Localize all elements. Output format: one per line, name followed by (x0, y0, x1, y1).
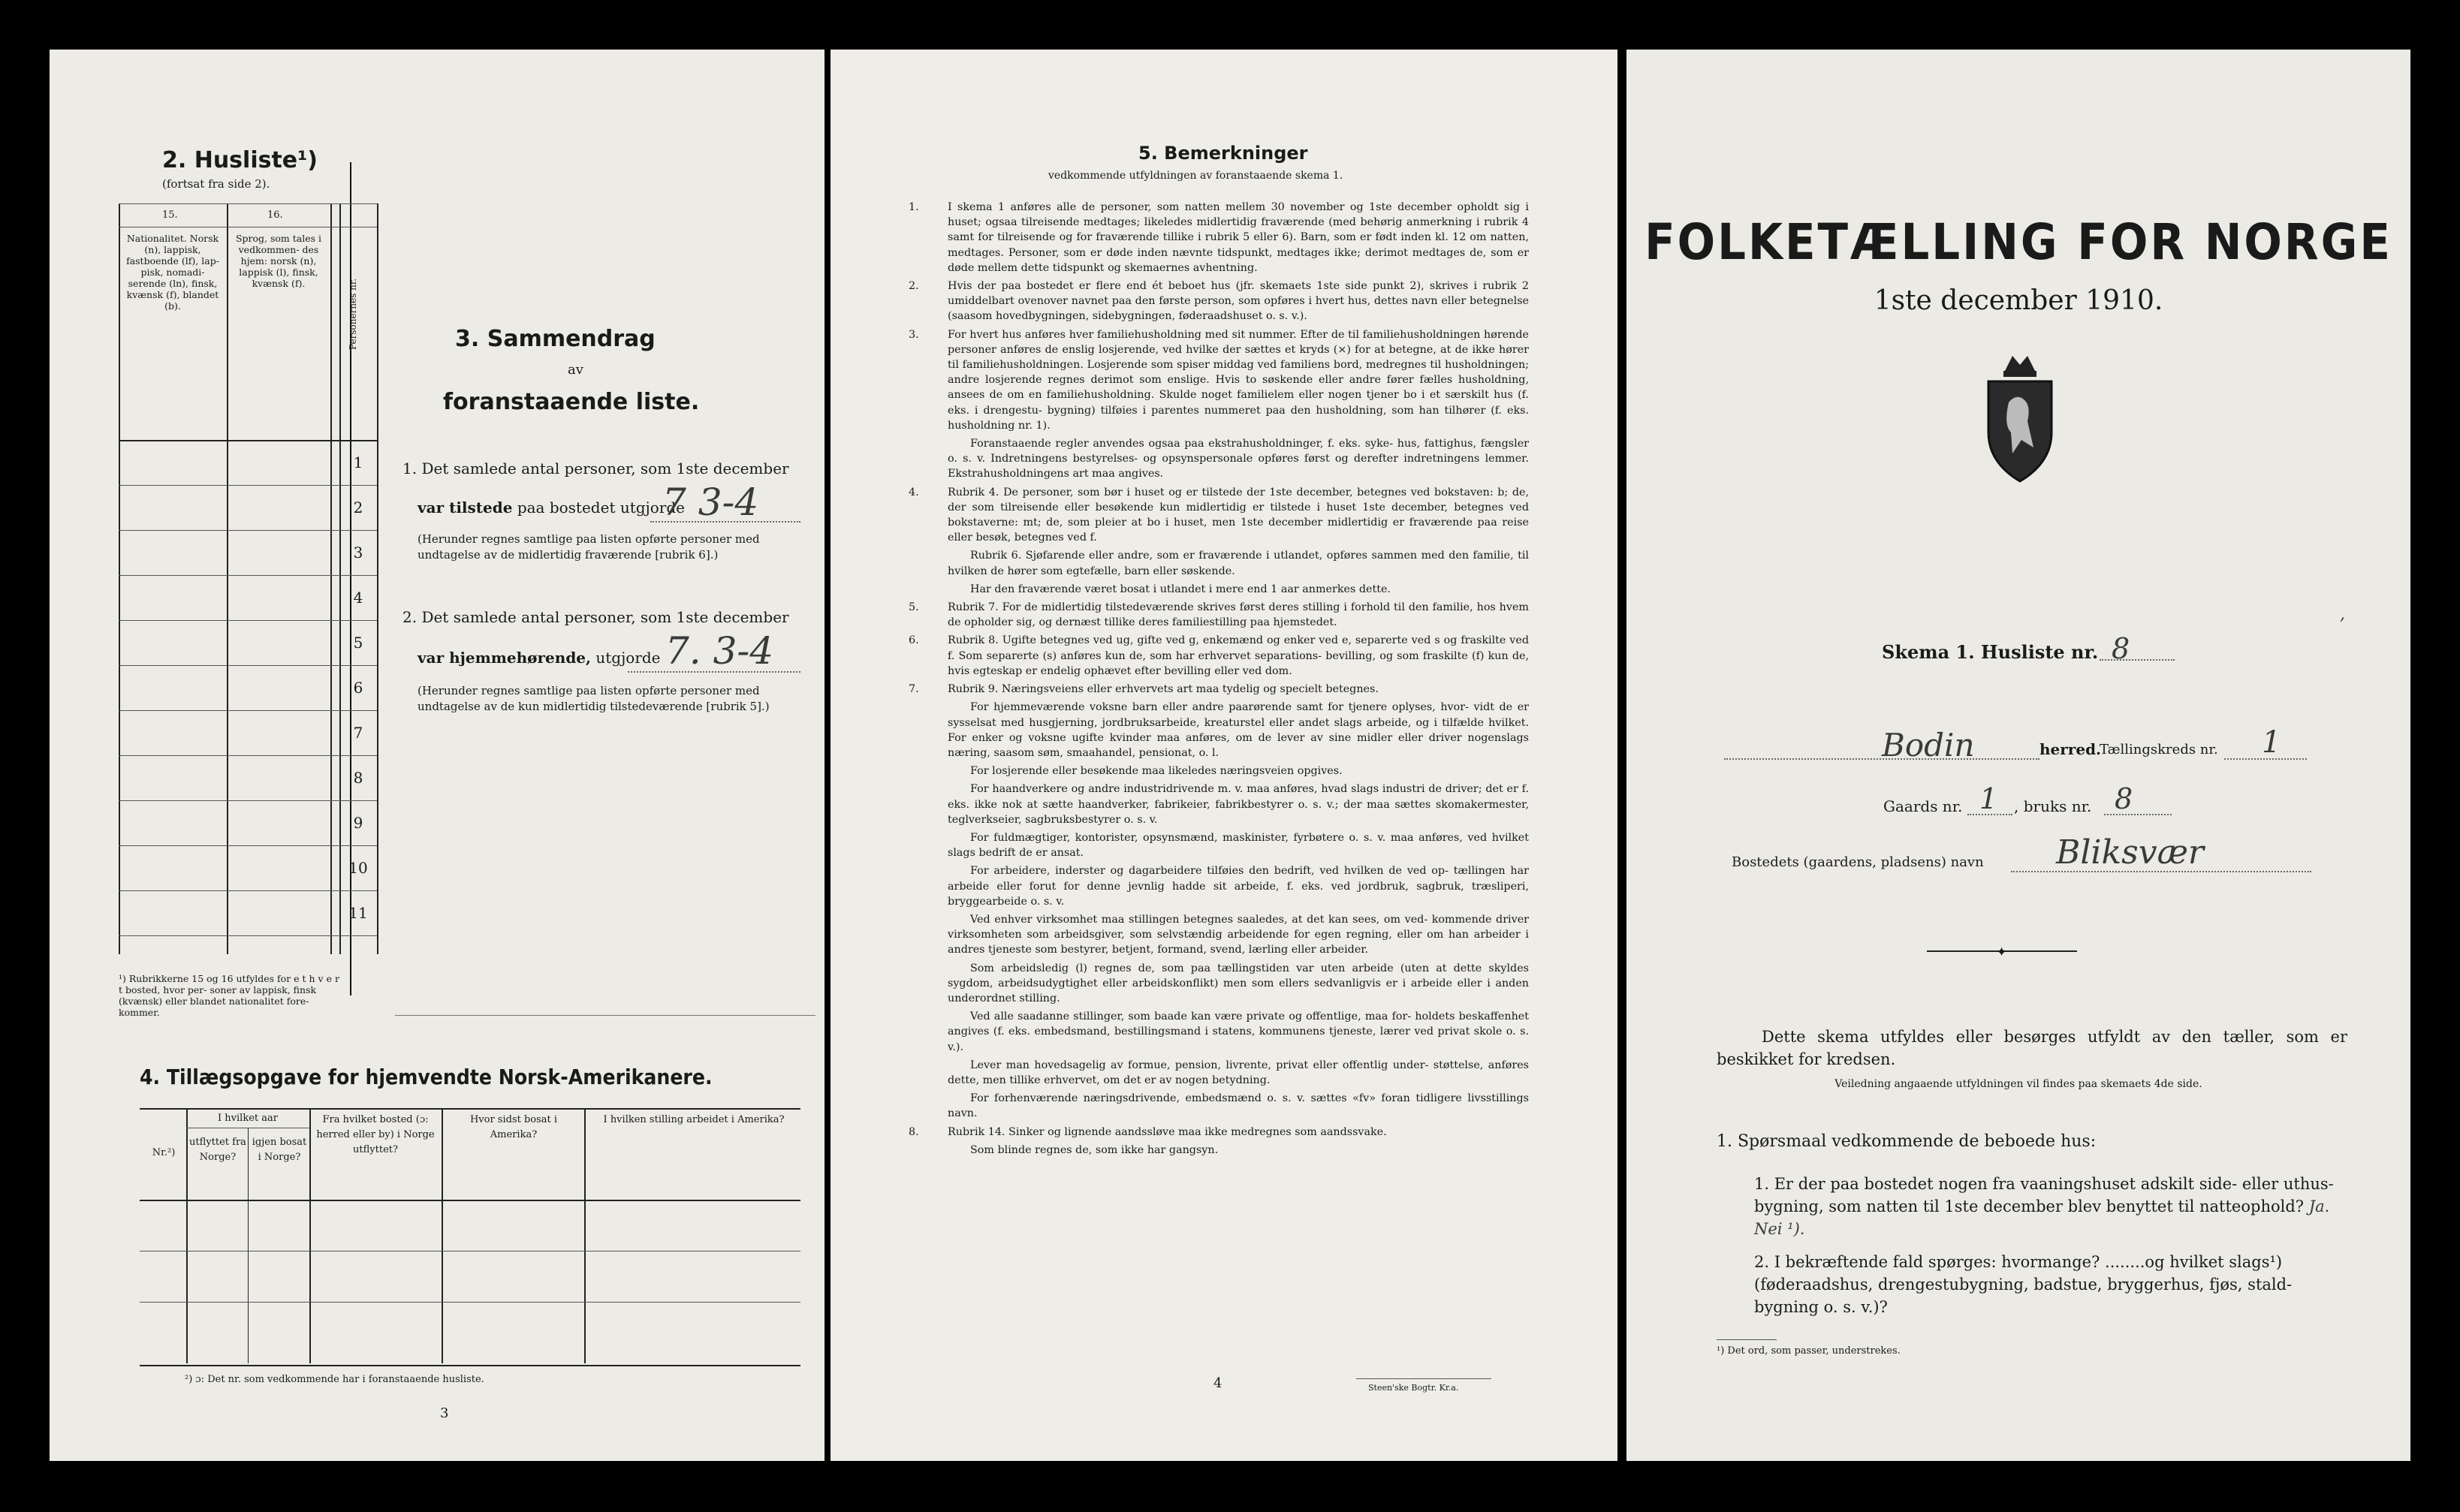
sammendrag-title: 3. Sammendrag (455, 326, 656, 352)
remark-number: 8. (909, 1125, 919, 1138)
col15-number: 15. (162, 209, 178, 221)
skema-value: 8 (2112, 632, 2130, 665)
col-stilling: I hvilken stilling arbeidet i Amerika? (603, 1114, 785, 1125)
remark-text: For hjemmeværende voksne barn eller andre paarørende samt for tjenere oplyses, hvor- vidt de er sysselsat med husgjerning, jordbruksarbeide, kreaturstel eller andet slags arbeide, og i tilfælde hvilket. For enker og voksne ugifte kvinder maa anføres, om de lever av sine midler eller driver nogenslags næring, saasom søm, smaahandel, pensionat, o. l. (948, 701, 1529, 759)
item1-value: 7 3-4 (662, 480, 759, 524)
margin-mark: , (2340, 605, 2345, 624)
husliste-footnote: ¹) Rubrikkerne 15 og 16 utfyldes for e t h v e r t bosted, hvor per- soner av lappisk, finsk (kvænsk) eller blandet nationalitet fore- kommer. (119, 973, 339, 1018)
remark-item (928, 1058, 1529, 1088)
husliste-row-number: 6 (353, 679, 363, 697)
remark-text: Hvis der paa bostedet er flere end ét beboet hus (jfr. skemaets 1ste side punkt 2), skrives i rubrik 2 umiddelbart ovenover navnet paa den første person, som opføres i hvert hus, dettes navn eller betegnelse (saasom hovedbygningen, sidebygningen, føderaadshuset o. s. v.). (948, 280, 1529, 323)
remark-item (928, 1091, 1529, 1121)
remark-item (928, 582, 1529, 597)
item2-bold: var hjemmehørende, (418, 649, 591, 667)
sammendrag-item1-line (418, 498, 685, 517)
remark-item (928, 830, 1529, 860)
remark-item (928, 961, 1529, 1007)
item1-note: (Herunder regnes samtlige paa listen opførte personer med undtagelse av de midlertidig fraværende [rubrik 6].) (418, 532, 760, 562)
cover-footnote: ¹) Det ord, som passer, understrekes. (1717, 1345, 1901, 1357)
page-number-3: 3 (440, 1405, 449, 1421)
herred-value: Bodin (1882, 727, 1975, 764)
sammendrag-av: av (568, 362, 583, 378)
remark-item (909, 682, 1529, 697)
remark-number: 3. (909, 328, 919, 341)
remark-text: Ved alle saadanne stillinger, som baade kan være private og offentlige, maa for- holdets beskaffenhet angives (f. eks. embedsmand, bestillingsmand i statens, kommunens tjeneste, lærer ved privat skole o. s. v.). (948, 1011, 1529, 1053)
husliste-row-number: 7 (353, 724, 363, 742)
q1-title: 1. Spørsmaal vedkommende de beboede hus: (1717, 1132, 2097, 1151)
remark-text: For forhenværende næringsdrivende, embedsmænd o. s. v. sættes «fv» foran tidligere livsstillings navn. (948, 1092, 1529, 1120)
husliste-row-number: 3 (353, 544, 363, 562)
husliste-row-line (119, 935, 377, 936)
remark-item (909, 327, 1529, 433)
remark-text: Foranstaaende regler anvendes ogsaa paa ekstrahusholdninger, f. eks. syke- hus, fattighus, fængsler o. s. v. Indretningens bestyrelses- og opsynspersonale opføres først og derefter indretningens lemmer. Ekstrahusholdningens art maa angives. (948, 438, 1529, 480)
col16-header: Sprog, som tales i vedkommen- des hjem: norsk (n), lappisk (l), finsk, kvænsk (f). (235, 233, 322, 289)
husliste-row-number: 10 (348, 859, 368, 877)
kreds-label: Tællingskreds nr. (2100, 742, 2218, 758)
remark-text: Rubrik 7. For de midlertidig tilstedeværende skrives først deres stilling i forhold til den familie, hos hvem de opholder sig, og dernæst tillike deres familiestilling paa hjemstedet. (948, 601, 1529, 629)
remark-number: 4. (909, 486, 919, 498)
bruks-value: 8 (2115, 782, 2133, 815)
bosted-value: Bliksvær (2056, 833, 2204, 872)
cover-page (1626, 50, 2410, 1461)
col-group: I hvilket aar (218, 1113, 278, 1124)
husliste-row-line (119, 575, 377, 576)
husliste-row-number: 8 (353, 769, 363, 787)
remark-item (928, 782, 1529, 827)
page-4-remarks (831, 50, 1617, 1461)
printer-mark: Steen'ske Bogtr. Kr.a. (1368, 1383, 1459, 1393)
tillaeg-title: 4. Tillægsopgave for hjemvendte Norsk-Amerikanere. (140, 1065, 713, 1089)
husliste-row-number: 11 (348, 904, 368, 922)
husliste-row-line (119, 530, 377, 531)
gaards-value: 1 (1979, 782, 1998, 815)
item2-note: (Herunder regnes samtlige paa listen opførte personer med undtagelse av de kun midlertidig tilstedeværende [rubrik 5].) (418, 684, 770, 713)
husliste-row-line (119, 800, 377, 801)
col-utflyttet: utflyttet fra Norge? (189, 1137, 246, 1163)
remark-text: Rubrik 8. Ugifte betegnes ved ug, gifte ved g, enkemænd og enker ved e, separerte ved s og fraskilte ved f. Som separerte (s) anføres kun de, som har erhvervet separations- bevilling, og som fraskilte (f) kun de, hvis egteskap er endelig ophævet efter bevilling eller ved dom. (948, 634, 1529, 677)
ornament-icon: ✦ (1996, 944, 2008, 960)
husliste-row-line (119, 890, 377, 891)
remark-number: 1. (909, 201, 919, 213)
q1-1-answer: Ja. Nei ¹). (1754, 1197, 2330, 1238)
remark-number: 2. (909, 280, 919, 293)
remark-text: For hvert hus anføres hver familiehusholdning med sit nummer. Efter de til familiehusholdningen hørende personer anføres de enslig losjerende, ved hvilke der sættes et kryds (×) for at betegne, at de ikke hører til familiehusholdningen. Losjerende som spiser middag ved familiens bord, medregnes til husholdningen; andre losjerende regnes derimot som enslige. Hvis to søskende eller andre fører fælles husholdning, ansees de om en familiehusholdning. Skulde noget familielem eller nogen tjener bo i et særskilt hus (f. eks. i drengestu- bygning) tilføies i parentes nummeret paa den husholdning, som han tilhører (f. eks. husholdning nr. 1). (948, 328, 1529, 432)
col17-header: Personernes nr. (348, 278, 358, 350)
husliste-row-number: 9 (353, 814, 363, 832)
col-fra: Fra hvilket bosted (ɔ: herred eller by) i Norge utflyttet? (316, 1114, 435, 1155)
q1-1: 1. Er der paa bostedet nogen fra vaaningshuset adskilt side- eller uthus-bygning, som natten til 1ste december blev benyttet til natteophold? (1754, 1175, 2334, 1215)
husliste-row-line (119, 665, 377, 666)
remark-text: For fuldmægtiger, kontorister, opsynsmænd, maskinister, fyrbøtere o. s. v. maa anføres, ved hvilket slags bedrift de er ansat. (948, 831, 1529, 860)
husliste-row-number: 2 (353, 498, 363, 517)
remarks-subtitle: vedkommende utfyldningen av foranstaaende skema 1. (1048, 170, 1343, 182)
intro-text: Dette skema utfyldes eller besørges utfyldt av den tæller, som er beskikket for kredsen. (1717, 1028, 2347, 1068)
col-sidst: Hvor sidst bosat i Amerika? (469, 1114, 558, 1140)
husliste-title: 2. Husliste¹) (162, 147, 318, 173)
census-title: FOLKETÆLLING FOR NORGE (1645, 213, 2392, 271)
remark-number: 5. (909, 601, 919, 614)
remark-text: For arbeidere, inderster og dagarbeidere tilføies den bedrift, ved hvilken de ved op- tællingen har arbeide eller forut for denne jevnlig hadde sit arbeide, f. eks. ved jordbruk, sagbruk, træsliperi, bryggearbeide o. s. v. (948, 865, 1529, 908)
remark-item (909, 1125, 1529, 1140)
remark-item (928, 912, 1529, 958)
q1-2: 2. I bekræftende fald spørges: hvormange? ........og hvilket slags¹) (føderaadshus, drengestubygning, badstue, bryggerhus, fjøs, stald- bygning o. s. v.)? (1754, 1253, 2293, 1316)
remark-item (909, 600, 1529, 630)
coat-of-arms-icon (1975, 350, 2065, 485)
sammendrag-item2-line (418, 649, 661, 667)
remark-text: Ved enhver virksomhet maa stillingen betegnes saaledes, at det kan sees, om ved- kommende driver virksomheten som arbeidsgiver, som selvstændig arbeidende for egen regning, eller om han arbeider i andres tjeneste som bestyrer, betjent, formand, svend, lærling eller arbeider. (948, 913, 1529, 956)
remark-item (909, 485, 1529, 546)
remark-item (909, 633, 1529, 679)
remark-text: Som arbeidsledig (l) regnes de, som paa tællingstiden var uten arbeide (uten at dette skyldes sygdom, arbeidsudygtighet eller arbeidskonflikt) men som ellers sedvanligvis er i arbeide eller i anden underordnet stilling. (948, 962, 1529, 1004)
husliste-subtitle: (fortsat fra side 2). (162, 177, 270, 191)
remark-text: Rubrik 9. Næringsveiens eller erhvervets art maa tydelig og specielt betegnes. (948, 683, 1379, 696)
remark-item (928, 548, 1529, 578)
tillaeg-footnote: ²) ɔ: Det nr. som vedkommende har i foranstaaende husliste. (185, 1374, 484, 1385)
remark-item (928, 1009, 1529, 1055)
remark-text: Som blinde regnes de, som ikke har gangsyn. (970, 1143, 1219, 1156)
page-number-4: 4 (1213, 1375, 1222, 1391)
remark-text: Rubrik 14. Sinker og lignende aandssløve maa ikke medregnes som aandssvake. (948, 1125, 1387, 1138)
husliste-row-line (119, 845, 377, 846)
remark-text: I skema 1 anføres alle de personer, som natten mellem 30 november og 1ste december opholdt sig i huset; ogsaa tilreisende medtages; likeledes midlertidig fraværende (med behørig anmerkning i rubrik 4 samt for tilreisende og for fraværende tillike i rubrik 5 eller 6). Barn, som er født inden kl. 12 om natten, medtages. Personer, som er døde inden nævnte tidspunkt, medtages ikke; derimot medtages de, som er døde mellem dette tidspunkt og skemaernes avhentning. (948, 201, 1529, 274)
remark-number: 7. (909, 683, 919, 696)
kreds-value: 1 (2262, 725, 2281, 760)
remarks-title: 5. Bemerkninger (1138, 143, 1308, 164)
sammendrag-item1-text: 1. Det samlede antal personer, som 1ste december (402, 459, 789, 477)
husliste-row-line (119, 485, 377, 486)
item2-rest: utgjorde (595, 649, 661, 667)
census-date: 1ste december 1910. (1874, 285, 2163, 316)
col16-number: 16. (267, 209, 283, 221)
remark-text: Rubrik 6. Sjøfarende eller andre, som er fraværende i utlandet, opføres sammen med den familie, til hvilken de hører som egtefælle, barn eller søskende. (948, 550, 1529, 577)
item1-bold: var tilstede (418, 498, 513, 517)
bruks-label: , bruks nr. (2014, 797, 2092, 815)
remarks-list (909, 200, 1529, 1161)
husliste-row-line (119, 620, 377, 621)
husliste-row-number: 1 (353, 453, 363, 471)
remark-text: For haandverkere og andre industridrivende m. v. maa anføres, hvad slags industri de driver; det er f. eks. ikke nok at sætte haandverker, fabrikeier, fabrikbestyrer o. s. v.; der maa sættes skomakermester, teglverkseier, sagbruksbestyrer o. s. v. (948, 783, 1529, 826)
remark-text: Lever man hovedsagelig av formue, pension, livrente, privat eller offentlig under- støttelse, anføres dette, men tillike erhvervet, om det er av nogen betydning. (948, 1059, 1529, 1086)
remark-item (928, 1143, 1529, 1158)
remark-number: 6. (909, 634, 919, 647)
item1-rest: paa bostedet utgjorde (517, 498, 685, 517)
remark-text: Rubrik 4. De personer, som bør i huset og er tilstede der 1ste december, betegnes ved bokstaven: b; de, der som tilreisende eller besøkende kun midlertidig er tilstede i huset 1ste december, betegnes ved bokstaverne: mt; de, som pleier at bo i huset, men 1ste december midlertidig er fraværende paa reise eller besøk, betegnes ved f. (948, 486, 1529, 544)
col-nr: Nr.²) (152, 1147, 176, 1158)
veiledning: Veiledning angaaende utfyldningen vil findes paa skemaets 4de side. (1834, 1078, 2202, 1090)
remark-item (928, 863, 1529, 909)
sammendrag-subtitle: foranstaaende liste. (443, 389, 700, 415)
remark-text: For losjerende eller besøkende maa likeledes næringsveien opgives. (970, 765, 1343, 778)
remark-item (928, 436, 1529, 482)
remark-text: Har den fraværende været bosat i utlandet i mere end 1 aar anmerkes dette. (970, 583, 1391, 595)
col15-header: Nationalitet. Norsk (n), lappisk, fastboende (lf), lap- pisk, nomadi- serende (ln), finsk, kvænsk (f), blandet (b). (126, 233, 219, 312)
husliste-row-line (119, 710, 377, 711)
husliste-row-number: 4 (353, 589, 363, 607)
bosted-label: Bostedets (gaardens, pladsens) navn (1732, 854, 1984, 870)
col-igjen: igjen bosat i Norge? (252, 1137, 307, 1163)
item2-value: 7. 3-4 (665, 629, 774, 673)
remark-item (909, 279, 1529, 324)
remark-item (928, 764, 1529, 779)
husliste-row-number: 5 (353, 634, 363, 652)
remark-item (928, 700, 1529, 761)
q1-1-text (1754, 1173, 2355, 1240)
sammendrag-item2-text: 2. Det samlede antal personer, som 1ste december (402, 608, 789, 626)
page-3-left (50, 50, 825, 1461)
skema-label: Skema 1. Husliste nr. (1882, 641, 2099, 663)
remark-item (909, 200, 1529, 276)
husliste-row-line (119, 755, 377, 756)
gaards-label: Gaards nr. (1883, 797, 1963, 815)
herred-label: herred. (2039, 740, 2102, 758)
